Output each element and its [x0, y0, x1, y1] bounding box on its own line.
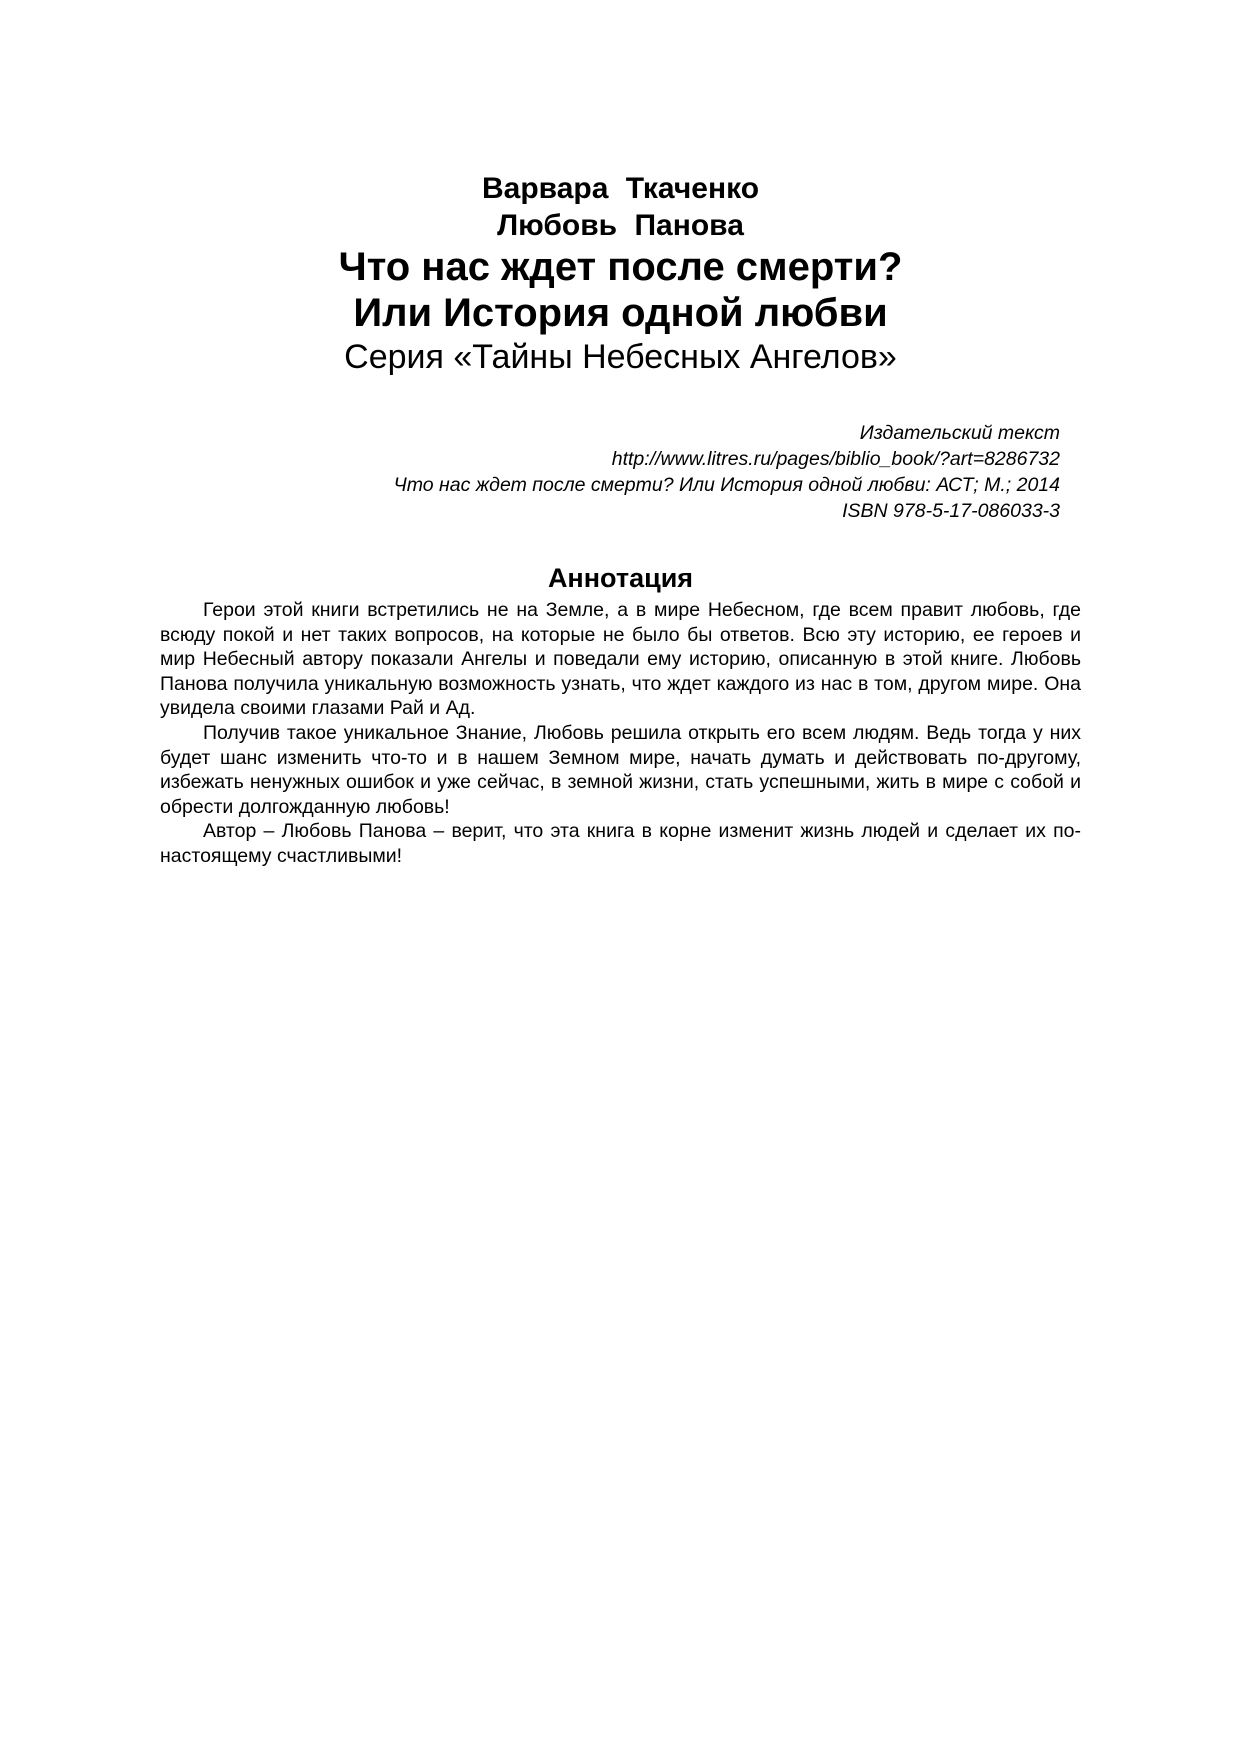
annotation-paragraph-2: Получив такое уникальное Знание, Любовь решила открыть его всем людям. Ведь тогда у них будет шанс изменить что-то и в нашем Земном мире, начать думать и действовать по-другому, избежать ненужных ошибок и уже сейчас, в земной жизни, стать успешными, жить в мире с собой и обрести долгожданную любовь!: [160, 721, 1081, 818]
imprint-isbn: ISBN 978-5-17-086033-3: [842, 500, 1060, 522]
imprint-edition: Что нас ждет после смерти? Или История одной любви: АСТ; М.; 2014: [393, 474, 1060, 496]
author-name-2: Любовь Панова: [497, 209, 744, 242]
imprint-label: Издательский текст: [859, 422, 1060, 444]
book-title-line-2: Или История одной любви: [353, 291, 888, 335]
annotation-paragraph-3: Автор – Любовь Панова – верит, что эта книга в корне изменит жизнь людей и сделает их по-настоящему счастливыми!: [160, 820, 1081, 867]
series-title: Серия «Тайны Небесных Ангелов»: [344, 338, 897, 376]
imprint-url: http://www.litres.ru/pages/biblio_book/?art=8286732: [611, 448, 1060, 470]
annotation-paragraph-1: Герои этой книги встретились не на Земле, а в мире Небесном, где всем правит любовь, где всюду покой и нет таких вопросов, на которые не было бы ответов. Всю эту историю, ее героев и мир Небесный автору показали Ангелы и поведали ему историю, описанную в этой книге. Любовь Панова получила уникальную возможность узнать, что ждет каждого из нас в том, другом мире. Она увидела своими глазами Рай и Ад.: [160, 599, 1081, 720]
imprint-block: [160, 420, 1081, 524]
book-title-line-1: Что нас ждет после смерти?: [338, 245, 903, 289]
title-block: [160, 0, 1081, 378]
annotation-body: [160, 598, 1081, 869]
annotation-heading: Аннотация: [547, 563, 694, 593]
text-column: [160, 0, 1081, 869]
author-name-1: Варвара Ткаченко: [481, 172, 760, 205]
